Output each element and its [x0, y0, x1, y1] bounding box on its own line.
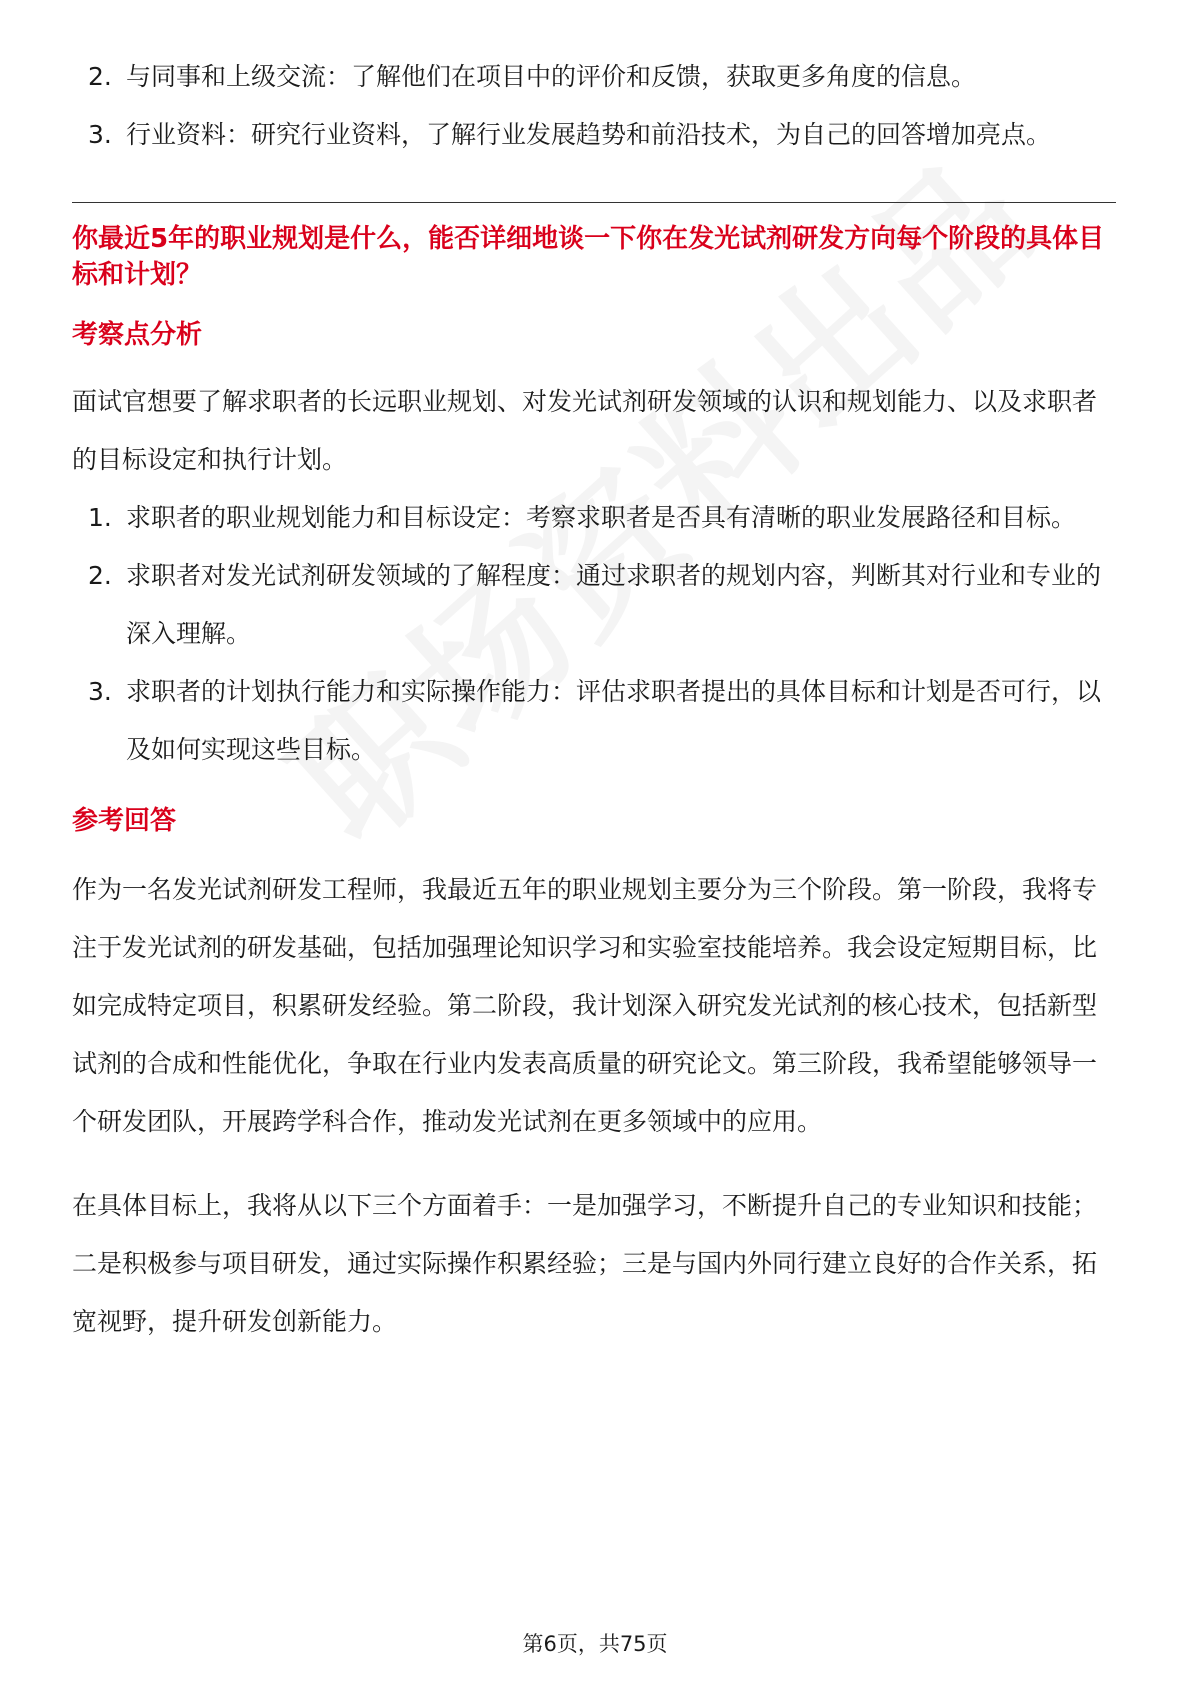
- answer-paragraph: 作为一名发光试剂研发工程师，我最近五年的职业规划主要分为三个阶段。第一阶段，我将专注于发光试剂的研发基础，包括加强理论知识学习和实验室技能培养。我会设定短期目标，比如完成特定项目，积累研发经验。第二阶段，我计划深入研究发光试剂的核心技术，包括新型试剂的合成和性能优化，争取在行业内发表高质量的研究论文。第三阶段，我希望能够领导一个研发团队，开展跨学科合作，推动发光试剂在更多领域中的应用。: [72, 875, 1098, 1136]
- section-divider: [72, 202, 1116, 203]
- list-item: [72, 48, 1116, 106]
- page-content: [72, 48, 1116, 1351]
- list-item-number: 2.: [88, 62, 112, 91]
- analysis-heading: 考察点分析: [72, 320, 203, 350]
- analysis-intro: 面试官想要了解求职者的长远职业规划、对发光试剂研发领域的认识和规划能力、以及求职者的目标设定和执行计划。: [72, 387, 1098, 474]
- list-item-number: 2.: [88, 561, 112, 590]
- answer-paragraph: 在具体目标上，我将从以下三个方面着手：一是加强学习，不断提升自己的专业知识和技能；二是积极参与项目研发，通过实际操作积累经验；三是与国内外同行建立良好的合作关系，拓宽视野，提升研发创新能力。: [72, 1191, 1098, 1336]
- list-item: [72, 663, 1116, 779]
- answer-heading: 参考回答: [72, 806, 177, 836]
- list-item-number: 1.: [88, 503, 112, 532]
- analysis-list: [72, 489, 1116, 779]
- list-item-text: 求职者的职业规划能力和目标设定：考察求职者是否具有清晰的职业发展路径和目标。: [126, 503, 1077, 532]
- list-item-text: 求职者对发光试剂研发领域的了解程度：通过求职者的规划内容，判断其对行业和专业的深入理解。: [126, 561, 1102, 648]
- list-item-number: 3.: [88, 120, 112, 149]
- list-item: [72, 547, 1116, 663]
- continued-list: [72, 48, 1116, 164]
- list-item-number: 3.: [88, 677, 112, 706]
- list-item: [72, 489, 1116, 547]
- page-number: 第6页，共75页: [522, 1632, 668, 1656]
- interview-question: 你最近5年的职业规划是什么，能否详细地谈一下你在发光试剂研发方向每个阶段的具体目标和计划？: [72, 224, 1105, 290]
- list-item-text: 与同事和上级交流：了解他们在项目中的评价和反馈，获取更多角度的信息。: [126, 62, 977, 91]
- list-item-text: 求职者的计划执行能力和实际操作能力：评估求职者提出的具体目标和计划是否可行，以及如何实现这些目标。: [126, 677, 1102, 764]
- list-item: [72, 106, 1116, 164]
- list-item-text: 行业资料：研究行业资料，了解行业发展趋势和前沿技术，为自己的回答增加亮点。: [126, 120, 1052, 149]
